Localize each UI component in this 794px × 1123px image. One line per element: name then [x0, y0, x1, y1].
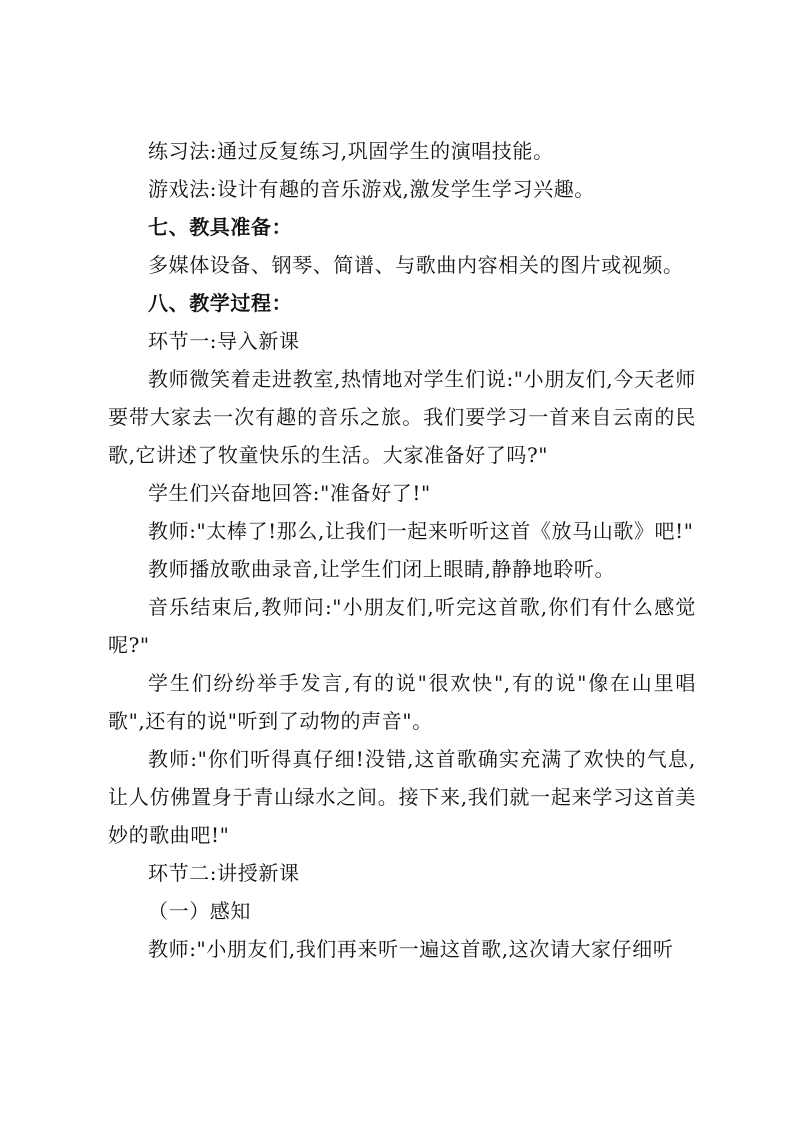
document-body — [108, 132, 696, 968]
paragraph-teacher-praise: 教师:"你们听得真仔细!没错,这首歌确实充满了欢快的气息,让人仿佛置身于青山绿水之间。接下来,我们就一起来学习这首美妙的歌曲吧!" — [108, 747, 696, 847]
subheading-step-two: 环节二:讲授新课 — [148, 861, 300, 885]
paragraph-practice-method: 练习法:通过反复练习,巩固学生的演唱技能。 — [148, 139, 554, 163]
section-heading-teaching-aids: 七、教具准备： — [148, 215, 293, 239]
paragraph-teacher-question: 音乐结束后,教师问:"小朋友们,听完这首歌,你们有什么感觉呢?" — [108, 595, 696, 657]
subheading-perception: （一）感知 — [148, 899, 251, 923]
subheading-step-one: 环节一:导入新课 — [148, 329, 300, 353]
paragraph-teacher-song-title: 教师:"太棒了!那么,让我们一起来听听这首《放马山歌》吧!" — [148, 519, 694, 543]
paragraph-teaching-aids: 多媒体设备、钢琴、简谱、与歌曲内容相关的图片或视频。 — [148, 253, 684, 277]
paragraph-students-respond: 学生们纷纷举手发言,有的说"很欢快",有的说"像在山里唱歌",还有的说"听到了动物的声音"。 — [108, 671, 696, 733]
paragraph-students-answer: 学生们兴奋地回答:"准备好了!" — [148, 481, 431, 505]
paragraph-play-recording: 教师播放歌曲录音,让学生们闭上眼睛,静静地聆听。 — [148, 557, 616, 581]
paragraph-game-method: 游戏法:设计有趣的音乐游戏,激发学生学习兴趣。 — [148, 177, 595, 201]
paragraph-teacher-intro: 教师微笑着走进教室,热情地对学生们说:"小朋友们,今天老师要带大家去一次有趣的音乐之旅。我们要学习一首来自云南的民歌,它讲述了牧童快乐的生活。大家准备好了吗?" — [108, 367, 696, 467]
paragraph-teacher-listen-again: 教师:"小朋友们,我们再来听一遍这首歌,这次请大家仔细听 — [148, 937, 674, 961]
section-heading-teaching-process: 八、教学过程： — [148, 291, 293, 315]
